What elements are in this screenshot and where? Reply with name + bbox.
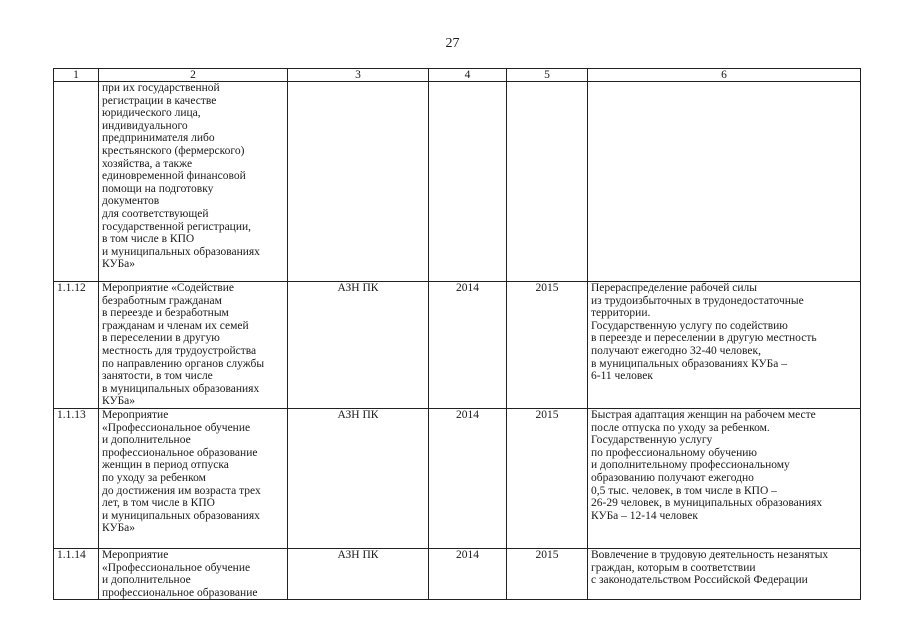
description-line: и дополнительное — [102, 434, 191, 447]
executor-cell — [288, 549, 429, 600]
description-line: и муниципальных образованиях — [102, 509, 260, 522]
description-line: по направлению органов службы — [102, 357, 265, 370]
description-line: Мероприятие — [102, 549, 169, 561]
start-year: 2014 — [456, 409, 479, 421]
description-line: гражданам и членам их семей — [102, 319, 249, 332]
result-line: и дополнительному профессиональному — [591, 459, 790, 472]
row-id-cell — [54, 409, 99, 549]
result-line: Перераспределение рабочей силы — [591, 282, 757, 294]
description-line: предпринимателя либо — [102, 132, 215, 145]
row-id-cell — [54, 82, 99, 282]
table-row — [54, 82, 861, 282]
start-year: 2014 — [456, 549, 479, 561]
start-year-cell — [429, 409, 507, 549]
executor: АЗН ПК — [337, 549, 379, 561]
description-line: крестьянского (фермерского) — [102, 144, 245, 157]
result-line: граждан, которым в соответствии — [591, 561, 756, 574]
description-cell — [99, 409, 288, 549]
result-cell — [588, 549, 861, 600]
description-line: для соответствующей — [102, 207, 209, 220]
description-line: по уходу за ребенком — [102, 471, 206, 484]
description-line: КУБа» — [102, 522, 136, 535]
column-header-4: 4 — [429, 69, 507, 82]
table-row — [54, 282, 861, 409]
column-header-2: 2 — [99, 69, 288, 82]
description-cell — [99, 549, 288, 600]
description-cell — [99, 82, 288, 282]
result-cell — [588, 282, 861, 409]
end-year-cell — [507, 82, 588, 282]
result-line: из трудоизбыточных в трудонедостаточные — [591, 294, 804, 307]
start-year-cell — [429, 82, 507, 282]
result-line: по профессиональному обучению — [591, 446, 758, 459]
result-line: Быстрая адаптация женщин на рабочем месте — [591, 409, 816, 421]
description-line: юридического лица, — [102, 107, 201, 120]
description-line: КУБа» — [102, 395, 136, 408]
description-line: занятости, в том числе — [102, 370, 213, 383]
end-year-cell — [507, 409, 588, 549]
description-line: КУБа» — [102, 258, 136, 271]
result-line: в муниципальных образованиях КУБа – — [591, 357, 787, 370]
result-cell — [588, 82, 861, 282]
end-year-cell — [507, 549, 588, 600]
result-line: в переезде и переселении в другую местность — [591, 332, 817, 345]
result-line: 6-11 человек — [591, 370, 653, 383]
description-line: безработным гражданам — [102, 294, 222, 307]
start-year: 2014 — [456, 282, 479, 294]
result-line: КУБа – 12-14 человек — [591, 509, 698, 522]
description-line: лет, в том числе в КПО — [102, 497, 215, 510]
end-year: 2015 — [535, 409, 559, 421]
description-line: документов — [102, 195, 160, 208]
executor-cell — [288, 282, 429, 409]
description-line: профессиональное образование — [102, 586, 258, 599]
column-header-1: 1 — [54, 69, 99, 82]
result-line: территории. — [591, 307, 651, 320]
row-id: 1.1.12 — [57, 282, 86, 294]
column-header-6: 6 — [588, 69, 861, 82]
description-line: регистрации в качестве — [102, 94, 217, 107]
row-id: 1.1.14 — [57, 549, 86, 561]
result-line: получают ежегодно 32-40 человек, — [591, 344, 761, 357]
description-line: Мероприятие — [102, 409, 169, 421]
description-line: в переезде и безработным — [102, 307, 229, 320]
program-table — [53, 68, 861, 600]
description-line: в том числе в КПО — [102, 233, 195, 246]
description-line: помощи на подготовку — [102, 182, 214, 195]
page-number: 27 — [445, 36, 460, 51]
description-line: и дополнительное — [102, 574, 191, 587]
executor: АЗН ПК — [337, 409, 379, 421]
header-row — [54, 69, 861, 82]
end-year: 2015 — [535, 549, 559, 561]
description-cell — [99, 282, 288, 409]
table-row — [54, 549, 861, 600]
description-line: в муниципальных образованиях — [102, 382, 260, 395]
result-line: 0,5 тыс. человек, в том числе в КПО – — [591, 484, 777, 497]
description-line: хозяйства, а также — [102, 157, 193, 170]
executor-cell — [288, 82, 429, 282]
result-line: Вовлечение в трудовую деятельность незанятых — [591, 549, 829, 561]
description-line: государственной регистрации, — [102, 220, 252, 233]
description-line: «Профессиональное обучение — [102, 561, 251, 574]
description-line: индивидуального — [102, 119, 188, 132]
description-line: единовременной финансовой — [102, 170, 246, 183]
row-id-cell — [54, 282, 99, 409]
start-year-cell — [429, 549, 507, 600]
result-line: после отпуска по уходу за ребенком. — [591, 421, 770, 434]
end-year-cell — [507, 282, 588, 409]
executor-cell — [288, 409, 429, 549]
result-line: с законодательством Российской Федерации — [591, 574, 808, 587]
row-id-cell — [54, 549, 99, 600]
result-line: Государственную услугу по содействию — [591, 319, 788, 332]
table-body — [54, 82, 861, 600]
result-cell — [588, 409, 861, 549]
column-header-3: 3 — [288, 69, 429, 82]
description-line: до достижения им возраста трех — [102, 484, 261, 497]
start-year-cell — [429, 282, 507, 409]
table-row — [54, 409, 861, 549]
end-year: 2015 — [535, 282, 559, 294]
description-line: Мероприятие «Содействие — [102, 282, 234, 294]
description-line: при их государственной — [102, 82, 220, 94]
row-id: 1.1.13 — [57, 409, 86, 421]
executor: АЗН ПК — [337, 282, 379, 294]
column-header-5: 5 — [507, 69, 588, 82]
description-line: и муниципальных образованиях — [102, 245, 260, 258]
description-line: «Профессиональное обучение — [102, 421, 251, 434]
description-line: в переселении в другую — [102, 332, 220, 345]
result-line: образованию получают ежегодно — [591, 471, 754, 484]
description-line: местность для трудоустройства — [102, 344, 257, 357]
result-line: 26-29 человек, в муниципальных образованиях — [591, 497, 823, 510]
description-line: женщин в период отпуска — [102, 459, 229, 472]
result-line: Государственную услугу — [591, 434, 713, 447]
description-line: профессиональное образование — [102, 446, 258, 459]
